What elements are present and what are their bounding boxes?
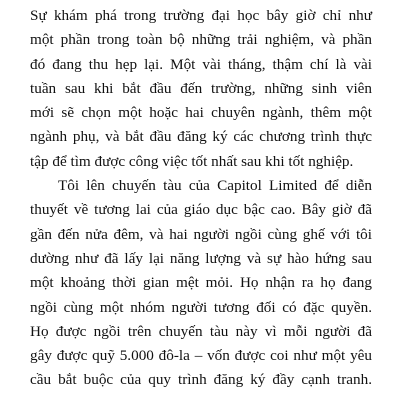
text-line: mới sẽ chọn một hoặc hai chuyên ngành, thêm một [30,104,372,122]
document-page [30,4,372,393]
paragraph-1 [30,4,372,174]
text-line: thuyết về tương lai của giáo dục bậc cao. Bây giờ đã [30,201,372,219]
text-line: gần đến nửa đêm, và hai người ngồi cùng ghế với tôi [30,225,372,243]
text-line: Họ được ngồi trên chuyến tàu này vì mỗi người đã [30,322,372,340]
paragraph-2 [30,174,372,393]
text-line: dường như đã lấy lại năng lượng và sự hào hứng sau [30,249,372,267]
text-line: tuần sau khi bắt đầu đến trường, những sinh viên [30,79,372,97]
text-line: một phần trong toàn bộ những trải nghiệm, và phần [30,31,372,49]
text-line: tập để tìm được công việc tốt nhất sau khi tốt nghiệp. [30,152,354,170]
text-line: gây được quỹ 5.000 đô-la – vốn được coi như một yêu [30,347,372,365]
text-line: cầu bắt buộc của quy trình đăng ký đầy cạnh tranh. [30,371,372,389]
text-line: Sự khám phá trong trường đại học bây giờ chỉ như [30,7,372,24]
text-line: một khoảng thời gian mệt mỏi. Họ nhận ra họ đang [30,274,372,292]
text-line: ngành phụ, và bắt đầu đăng ký các chương trình thực [30,128,372,146]
text-line: đó đang thu hẹp lại. Một vài tháng, thậm chí là vài [30,55,372,73]
text-line: ngồi cùng một nhóm người tương đối có đặc quyền. [30,298,372,316]
text-line: Tôi lên chuyến tàu của Capitol Limited để diễn [58,177,372,195]
